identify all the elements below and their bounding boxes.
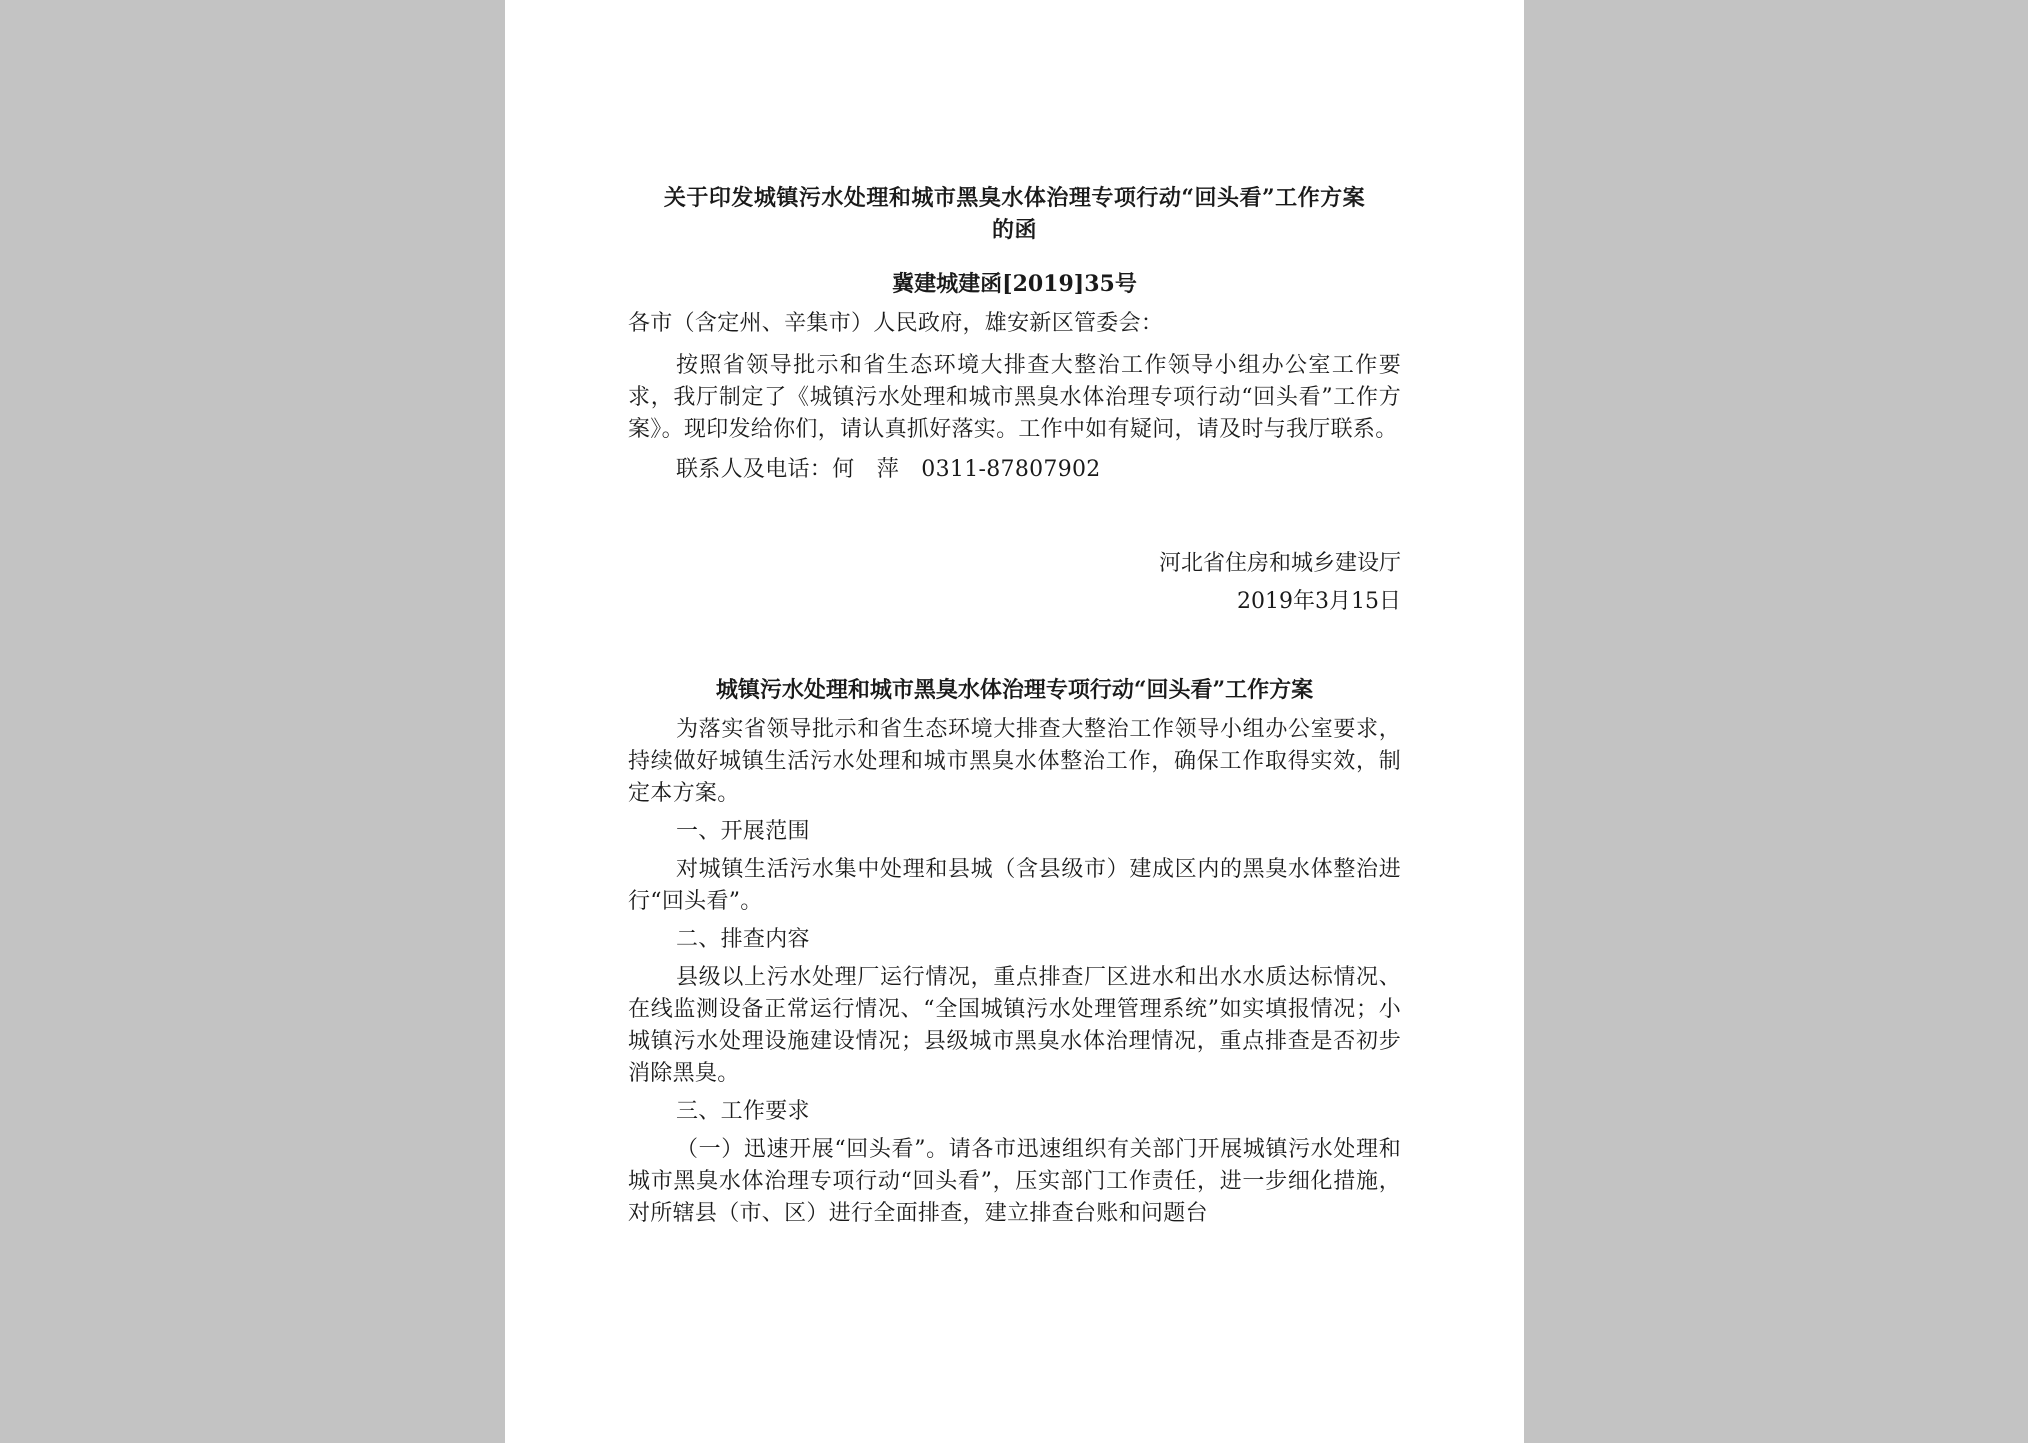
signature-date: 2019年3月15日 [1237,589,1401,614]
document-content [628,182,1401,1230]
section3-heading: 三、工作要求 [676,1099,810,1124]
salutation: 各市（含定州、辛集市）人民政府，雄安新区管委会： [628,311,1164,336]
letter-title-line2: 的函 [991,217,1037,243]
document-page [505,0,1524,1443]
signature-organization: 河北省住房和城乡建设厅 [1158,551,1401,576]
document-number: 冀建城建函[2019]35号 [892,271,1137,297]
section2-heading: 二、排查内容 [676,927,810,952]
section1-heading: 一、开展范围 [676,819,810,844]
plan-intro: 为落实省领导批示和省生态环境大排查大整治工作领导小组办公室要求，持续做好城镇生活污水处理和城市黑臭水体整治工作，确保工作取得实效，制定本方案。 [628,717,1401,806]
section2-text: 县级以上污水处理厂运行情况，重点排查厂区进水和出水水质达标情况、在线监测设备正常运行情况、“全国城镇污水处理管理系统”如实填报情况；小城镇污水处理设施建设情况；县级城市黑臭水体治理情况，重点排查是否初步消除黑臭。 [628,965,1401,1086]
section1-text: 对城镇生活污水集中处理和县城（含县级市）建成区内的黑臭水体整治进行“回头看”。 [628,857,1401,914]
body-paragraph: 按照省领导批示和省生态环境大排查大整治工作领导小组办公室工作要求，我厅制定了《城镇污水处理和城市黑臭水体治理专项行动“回头看”工作方案》。现印发给你们，请认真抓好落实。工作中如有疑问，请及时与我厅联系。 [628,353,1401,442]
contact-info: 联系人及电话：何 萍 0311-87807902 [676,457,1101,482]
section3-item1: （一）迅速开展“回头看”。请各市迅速组织有关部门开展城镇污水处理和城市黑臭水体治理专项行动“回头看”，压实部门工作责任，进一步细化措施，对所辖县（市、区）进行全面排查，建立排查台账和问题台 [628,1137,1401,1226]
plan-title: 城镇污水处理和城市黑臭水体治理专项行动“回头看”工作方案 [715,677,1314,703]
letter-title-line1: 关于印发城镇污水处理和城市黑臭水体治理专项行动“回头看”工作方案 [663,185,1366,211]
